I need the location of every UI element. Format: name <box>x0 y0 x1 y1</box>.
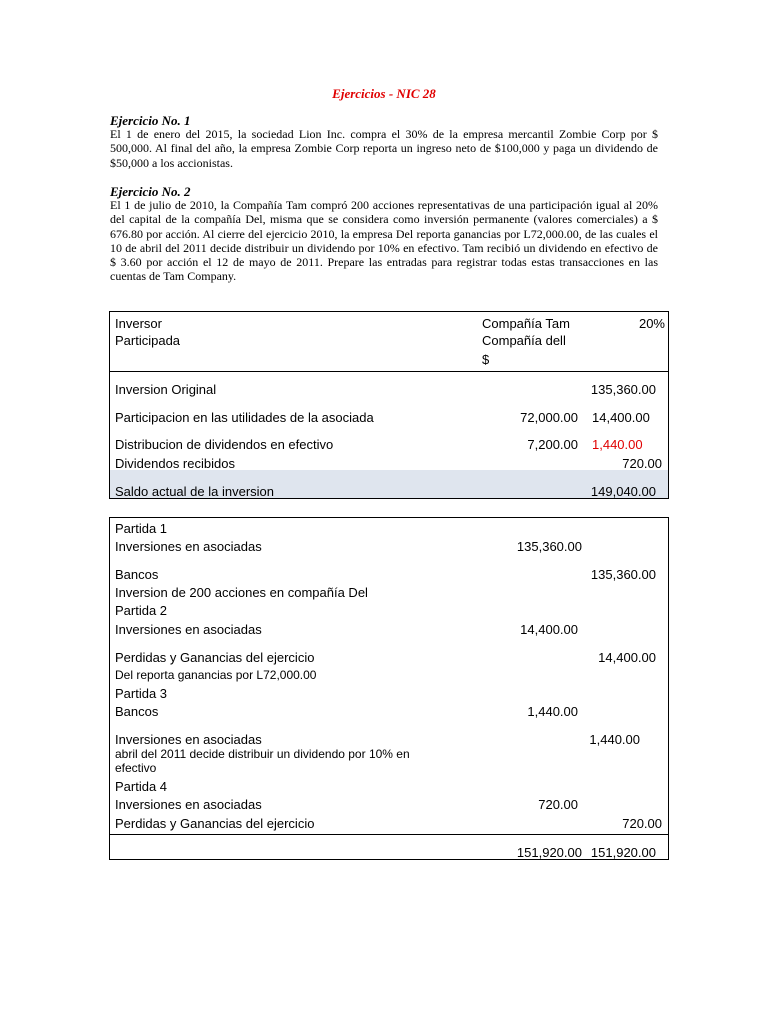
debit-value: 14,400.00 <box>520 622 578 637</box>
journal-line: Partida 1 <box>115 521 168 536</box>
row-label: Participacion en las utilidades de la asociada <box>115 410 374 425</box>
journal-line: Inversiones en asociadas <box>115 622 262 637</box>
credit-value: 135,360.00 <box>590 567 656 582</box>
journal-line: Partida 4 <box>115 779 168 794</box>
total-credit: 151,920.00 <box>590 845 656 860</box>
document-title: Ejercicios - NIC 28 <box>332 86 436 101</box>
journal-line: Inversiones en asociadas <box>115 539 262 554</box>
row-value: 72,000.00 <box>520 410 578 425</box>
journal-line: Bancos <box>115 567 159 582</box>
debit-value: 720.00 <box>538 797 578 812</box>
journal-line: abril del 2011 decide distribuir un dividendo por 10% en <box>115 747 410 761</box>
credit-value: 1,440.00 <box>589 732 640 747</box>
participada-label: Participada <box>115 333 181 348</box>
journal-entries-table <box>109 517 669 860</box>
journal-line: Inversion de 200 acciones en compañía Del <box>115 585 368 600</box>
investment-table <box>109 311 669 499</box>
percentage-value: 20% <box>638 316 665 331</box>
totals-divider <box>110 834 668 835</box>
debit-value: 135,360.00 <box>516 539 582 554</box>
total-debit: 151,920.00 <box>516 845 582 860</box>
row-value: 14,400.00 <box>592 410 650 425</box>
inversor-value: Compañía Tam <box>482 316 570 331</box>
row-value: 7,200.00 <box>527 437 578 452</box>
credit-value: 720.00 <box>622 816 662 831</box>
journal-line: Perdidas y Ganancias del ejercicio <box>115 816 315 831</box>
row-value: 135,360.00 <box>590 382 656 397</box>
journal-line: Del reporta ganancias por L72,000.00 <box>115 668 317 682</box>
currency-symbol: $ <box>482 352 490 367</box>
balance-value: 149,040.00 <box>590 484 656 499</box>
journal-line: Partida 3 <box>115 686 168 701</box>
debit-value: 1,440.00 <box>527 704 578 719</box>
row-value: 720.00 <box>622 456 662 471</box>
journal-line: Perdidas y Ganancias del ejercicio <box>115 650 315 665</box>
table-divider <box>110 371 668 372</box>
row-value-highlighted: 1,440.00 <box>592 437 643 452</box>
row-label: Inversion Original <box>115 382 217 397</box>
inversor-label: Inversor <box>115 316 162 331</box>
exercise-2-heading: Ejercicio No. 2 <box>110 184 191 199</box>
journal-line: Inversiones en asociadas <box>115 797 262 812</box>
journal-line: Inversiones en asociadas <box>115 732 262 747</box>
exercise-2-body: El 1 de julio de 2010, la Compañía Tam compró 200 acciones representativas de una participación igual al 20% del capital de la compañía Del, misma que se considera como inversión permanente (valores comerciales) a $ 676.80 por acción. Al cierre del ejercicio 2010, la empresa Del reporta ganancias por L72,000.00, de las cuales el 10 de abril del 2011 decide distribuir un dividendo por 10% en efectivo. Tam recibió un dividendo en efectivo de $ 3.60 por acción el 12 de mayo de 2011. Prepare las entradas para registrar todas estas transacciones en las cuentas de Tam Company. <box>110 198 658 284</box>
credit-value: 14,400.00 <box>598 650 656 665</box>
journal-line: Bancos <box>115 704 159 719</box>
row-label: Dividendos recibidos <box>115 456 235 471</box>
exercise-1-body: El 1 de enero del 2015, la sociedad Lion Inc. compra el 30% de la empresa mercantil Zombie Corp por $ 500,000. Al final del año, la empresa Zombie Corp reporta un ingreso neto de $100,000 y paga un dividendo de $50,000 a los accionistas. <box>110 127 658 170</box>
balance-label: Saldo actual de la inversion <box>115 484 274 499</box>
exercise-1-heading: Ejercicio No. 1 <box>110 113 191 128</box>
journal-line: efectivo <box>115 761 157 775</box>
row-label: Distribucion de dividendos en efectivo <box>115 437 334 452</box>
participada-value: Compañía dell <box>482 333 566 348</box>
journal-line: Partida 2 <box>115 603 168 618</box>
